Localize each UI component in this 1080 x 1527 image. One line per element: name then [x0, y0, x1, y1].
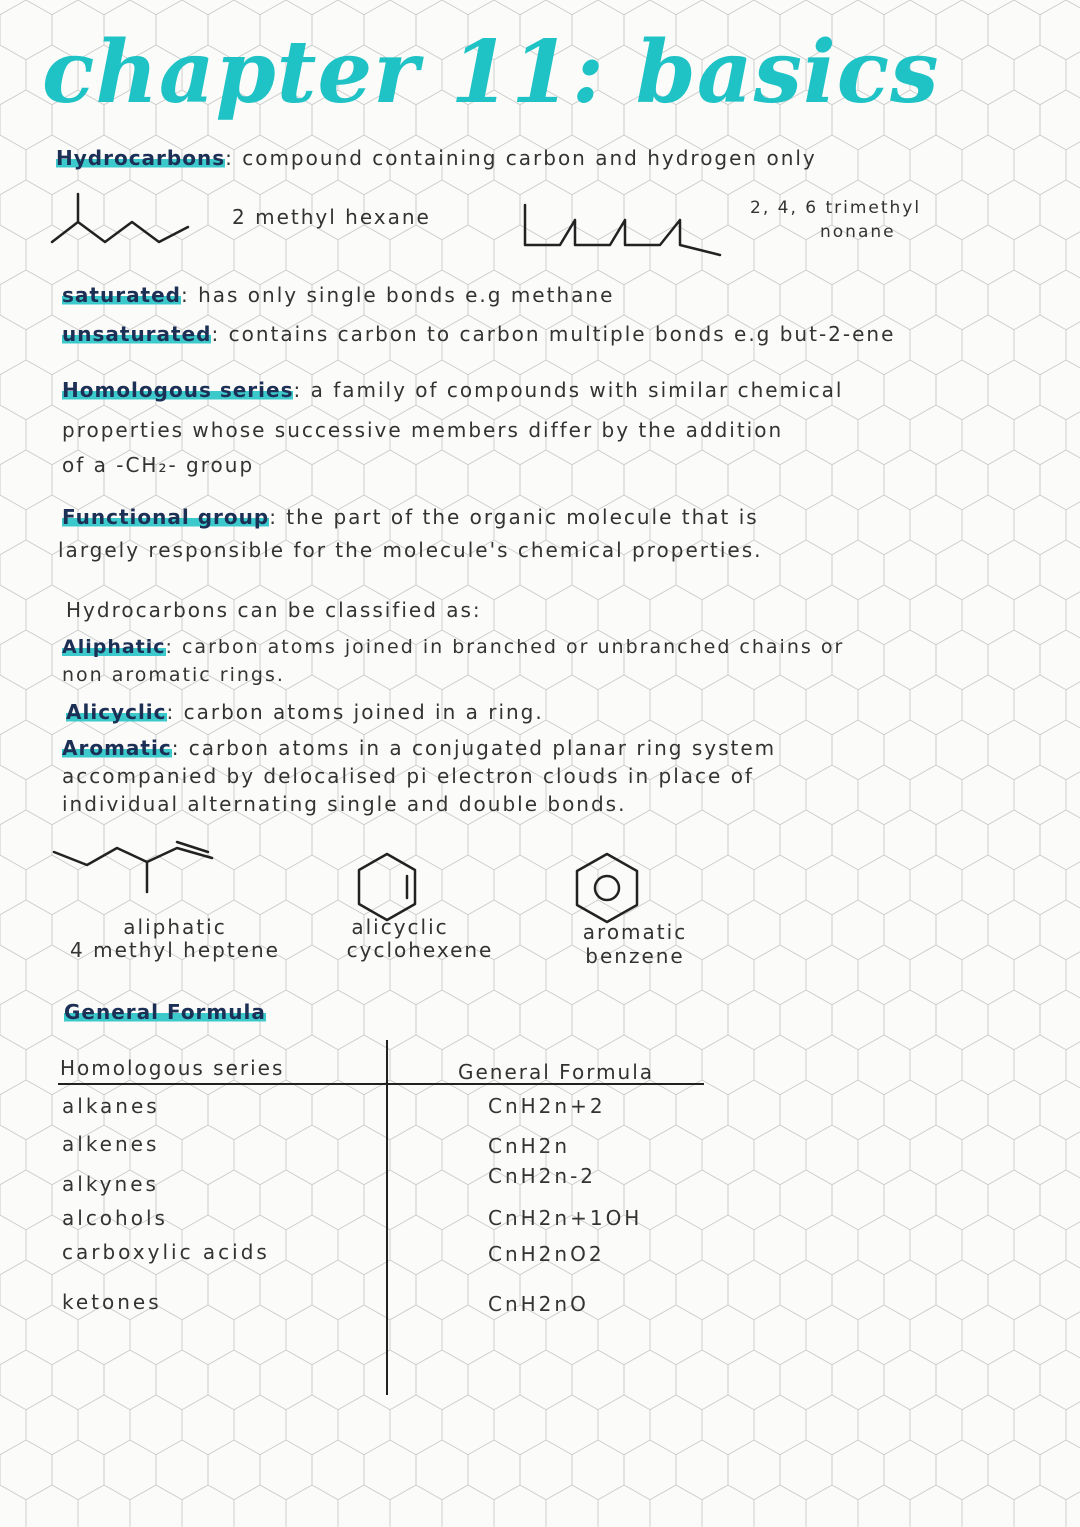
table-cell-formula: CnH2n+2 — [488, 1094, 606, 1118]
aromatic-term: Aromatic — [62, 736, 172, 760]
table-cell-formula: CnH2nO2 — [488, 1242, 605, 1266]
table-cell-series: alkenes — [62, 1132, 160, 1156]
table-column-rule — [386, 1040, 388, 1395]
aliphatic-text-1: : carbon atoms joined in branched or unbranched chains or — [165, 636, 845, 658]
saturated-definition — [62, 283, 614, 307]
unsaturated-text: : contains carbon to carbon multiple bonds e.g but-2-ene — [211, 322, 896, 346]
cyclohexene-label: cyclohexene — [346, 938, 494, 962]
alicyclic-type-label: alicyclic — [351, 915, 449, 939]
aromatic-line-3: individual alternating single and double bonds. — [62, 792, 627, 816]
functional-line-1 — [62, 505, 759, 529]
table-cell-series: alkynes — [62, 1172, 159, 1196]
trimethylnonane-structure — [520, 200, 730, 260]
aliphatic-type-label: aliphatic — [123, 915, 227, 939]
homologous-text-1: : a family of compounds with similar chemical — [293, 378, 844, 402]
methylheptene-structure — [52, 840, 222, 900]
methylheptene-label: 4 methyl heptene — [70, 938, 280, 962]
page-title: chapter 11: basics — [42, 22, 940, 123]
table-cell-series: carboxylic acids — [62, 1240, 270, 1264]
methylhexane-label: 2 methyl hexane — [232, 205, 431, 229]
general-formula-heading-text: General Formula — [64, 1000, 266, 1024]
aliphatic-term: Aliphatic — [62, 636, 166, 658]
functional-term: Functional group — [62, 505, 270, 529]
aromatic-text-1: : carbon atoms in a conjugated planar ring system — [171, 736, 777, 760]
functional-text-1: : the part of the organic molecule that is — [269, 505, 759, 529]
methylhexane-structure — [50, 192, 200, 252]
homologous-line-1 — [62, 378, 843, 402]
unsaturated-definition — [62, 322, 895, 346]
aromatic-type-label: aromatic — [582, 920, 688, 944]
alicyclic-text: : carbon atoms joined in a ring. — [166, 700, 544, 724]
classified-intro: Hydrocarbons can be classified as: — [66, 598, 482, 622]
aliphatic-line-1 — [62, 636, 844, 658]
table-cell-formula: CnH2n+1OH — [488, 1206, 643, 1230]
hydrocarbons-term: Hydrocarbons — [56, 146, 226, 170]
functional-line-2: largely responsible for the molecule's chemical properties. — [58, 538, 763, 562]
hydrocarbons-definition — [56, 146, 817, 170]
general-formula-heading — [64, 1000, 266, 1024]
unsaturated-term: unsaturated — [62, 322, 212, 346]
benzene-label: benzene — [585, 944, 685, 968]
homologous-line-3: of a -CH₂- group — [62, 453, 255, 477]
hydrocarbons-text: : compound containing carbon and hydrogen only — [225, 146, 817, 170]
table-cell-formula: CnH2n — [488, 1134, 571, 1158]
saturated-text: : has only single bonds e.g methane — [181, 283, 615, 307]
alicyclic-line — [66, 700, 544, 724]
saturated-term: saturated — [62, 283, 181, 307]
homologous-term: Homologous series — [62, 378, 294, 402]
table-cell-series: ketones — [62, 1290, 162, 1314]
table-cell-series: alkanes — [62, 1094, 160, 1118]
homologous-line-2: properties whose successive members differ by the addition — [62, 418, 784, 442]
alicyclic-term: Alicyclic — [66, 700, 167, 724]
table-header-series: Homologous series — [60, 1056, 285, 1080]
trimethylnonane-label-1: 2, 4, 6 trimethyl — [750, 198, 922, 218]
table-cell-formula: CnH2nO — [488, 1292, 589, 1316]
aliphatic-line-2: non aromatic rings. — [62, 664, 285, 686]
trimethylnonane-label-2: nonane — [820, 222, 896, 242]
table-header-formula: General Formula — [458, 1060, 655, 1084]
table-cell-series: alcohols — [62, 1206, 168, 1230]
aromatic-line-2: accompanied by delocalised pi electron clouds in place of — [62, 764, 754, 788]
aromatic-line-1 — [62, 736, 776, 760]
table-cell-formula: CnH2n-2 — [488, 1164, 597, 1188]
